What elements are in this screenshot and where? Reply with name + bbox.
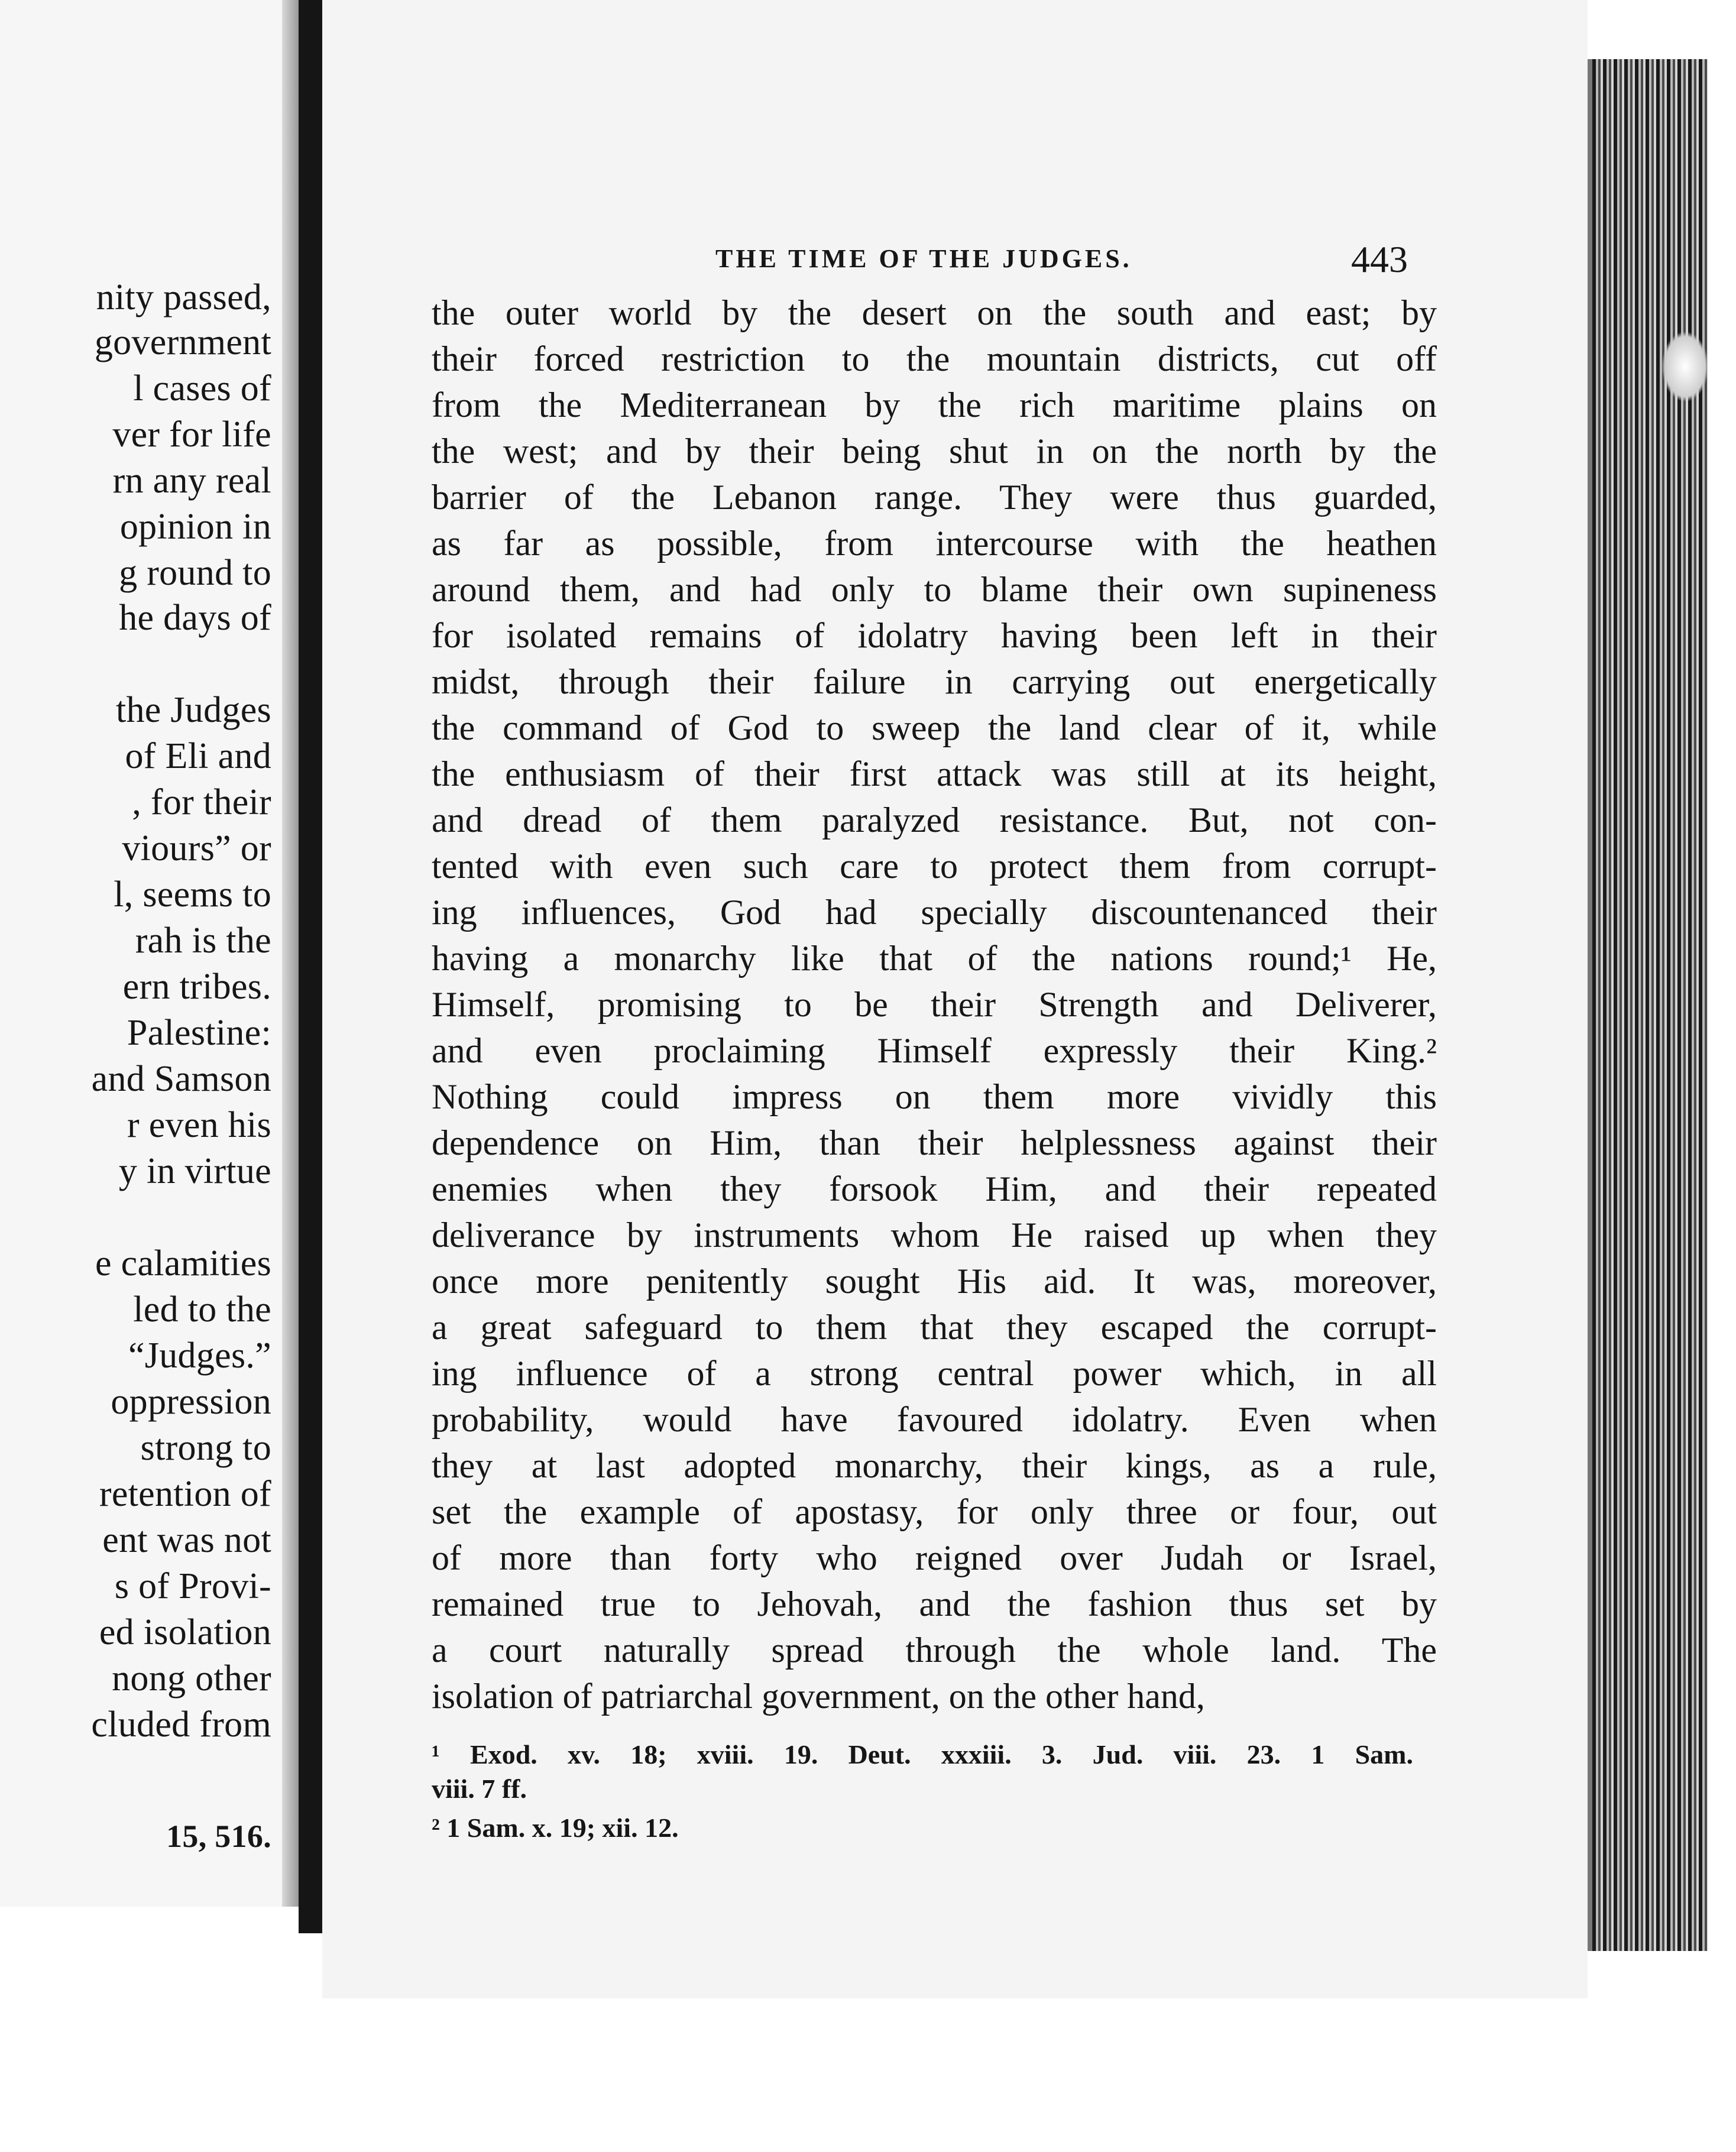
left-line: the Judges bbox=[115, 690, 271, 730]
left-line: viours” or bbox=[122, 828, 271, 868]
text-line: barrier of the Lebanon range. They were thus guarded, bbox=[432, 478, 1437, 517]
left-line: l cases of bbox=[133, 368, 271, 409]
text-line: probability, would have favoured idolatry. Even when bbox=[432, 1400, 1437, 1439]
left-line: “Judges.” bbox=[128, 1336, 271, 1376]
text-line: enemies when they forsook Him, and their repeated bbox=[432, 1169, 1437, 1208]
left-line: l, seems to bbox=[114, 874, 271, 915]
text-line: ing influences, God had specially discountenanced their bbox=[432, 893, 1437, 932]
text-line: the command of God to sweep the land clear of it, while bbox=[432, 708, 1437, 747]
left-line: ern tribes. bbox=[122, 967, 271, 1007]
left-line: nong other bbox=[112, 1658, 271, 1699]
left-line: y in virtue bbox=[118, 1151, 271, 1191]
text-line: of more than forty who reigned over Judah or Israel, bbox=[432, 1538, 1437, 1577]
text-line: dependence on Him, than their helplessness against their bbox=[432, 1123, 1437, 1162]
right-page bbox=[322, 0, 1588, 1998]
left-line: he days of bbox=[119, 598, 271, 638]
footnote-2: ² 1 Sam. x. 19; xii. 12. bbox=[432, 1813, 679, 1843]
text-line: Himself, promising to be their Strength and Deliverer, bbox=[432, 985, 1437, 1024]
text-line: a great safeguard to them that they escaped the corrupt- bbox=[432, 1308, 1437, 1347]
left-line: rn any real bbox=[112, 461, 271, 501]
book-spine-gutter bbox=[299, 0, 322, 1933]
text-line: ing influence of a strong central power which, in all bbox=[432, 1354, 1437, 1393]
footnote-1-continuation: viii. 7 ff. bbox=[432, 1774, 527, 1804]
text-line: a court naturally spread through the whole land. The bbox=[432, 1631, 1437, 1670]
text-line: from the Mediterranean by the rich maritime plains on bbox=[432, 385, 1437, 424]
left-line: g round to bbox=[119, 553, 271, 593]
text-line: once more penitently sought His aid. It was, moreover, bbox=[432, 1262, 1437, 1301]
left-line: r even his bbox=[127, 1105, 271, 1145]
left-line: ent was not bbox=[102, 1520, 271, 1560]
left-line: , for their bbox=[132, 782, 271, 822]
left-line: government bbox=[94, 322, 271, 362]
left-line: and Samson bbox=[91, 1059, 271, 1099]
text-line: as far as possible, from intercourse with the heathen bbox=[432, 524, 1437, 563]
text-line: around them, and had only to blame their own supineness bbox=[432, 570, 1437, 609]
page-number: 443 bbox=[1351, 238, 1408, 280]
left-line: ed isolation bbox=[99, 1612, 271, 1652]
text-line: midst, through their failure in carrying out energetically bbox=[432, 662, 1437, 701]
left-line: strong to bbox=[140, 1428, 271, 1468]
text-line: for isolated remains of idolatry having been left in their bbox=[432, 616, 1437, 655]
text-line: they at last adopted monarchy, their kings, as a rule, bbox=[432, 1446, 1437, 1485]
text-line: the enthusiasm of their first attack was still at its height, bbox=[432, 754, 1437, 793]
left-footnote-line: 15, 516. bbox=[166, 1819, 271, 1854]
left-page-fragment bbox=[0, 0, 299, 1907]
left-line: e calamities bbox=[95, 1243, 271, 1284]
left-line: oppression bbox=[111, 1382, 271, 1422]
text-line: the west; and by their being shut in on the north by the bbox=[432, 432, 1437, 471]
text-line: the outer world by the desert on the south and east; by bbox=[432, 293, 1437, 332]
left-line: Palestine: bbox=[127, 1013, 271, 1053]
text-line: remained true to Jehovah, and the fashion thus set by bbox=[432, 1584, 1437, 1623]
text-line: having a monarchy like that of the nations round;¹ He, bbox=[432, 939, 1437, 978]
text-line: deliverance by instruments whom He raised up when they bbox=[432, 1216, 1437, 1255]
footnote-1: ¹ Exod. xv. 18; xviii. 19. Deut. xxxiii. 3. Jud. viii. 23. 1 Sam. bbox=[432, 1739, 1413, 1769]
left-line: nity passed, bbox=[96, 277, 271, 317]
margin-smudge bbox=[1661, 331, 1709, 402]
left-line: s of Provi- bbox=[114, 1566, 271, 1606]
text-line: their forced restriction to the mountain districts, cut off bbox=[432, 339, 1437, 378]
running-title: THE TIME OF THE JUDGES. bbox=[715, 244, 1132, 273]
left-line: of Eli and bbox=[125, 736, 271, 776]
text-line: and even proclaiming Himself expressly their King.² bbox=[432, 1031, 1437, 1070]
left-line: led to the bbox=[133, 1289, 271, 1330]
text-line: set the example of apostasy, for only three or four, out bbox=[432, 1492, 1437, 1531]
gutter-shadow bbox=[282, 0, 299, 1907]
text-line: isolation of patriarchal government, on the other hand, bbox=[432, 1677, 1205, 1716]
text-line: and dread of them paralyzed resistance. But, not con- bbox=[432, 800, 1437, 840]
page-header bbox=[322, 238, 1588, 285]
left-line: rah is the bbox=[135, 921, 271, 961]
left-line: cluded from bbox=[91, 1704, 271, 1745]
left-line: retention of bbox=[99, 1474, 271, 1514]
text-line: Nothing could impress on them more vividly this bbox=[432, 1077, 1437, 1116]
left-line: opinion in bbox=[119, 507, 271, 547]
text-line: tented with even such care to protect them from corrupt- bbox=[432, 847, 1437, 886]
left-line: ver for life bbox=[112, 414, 271, 455]
